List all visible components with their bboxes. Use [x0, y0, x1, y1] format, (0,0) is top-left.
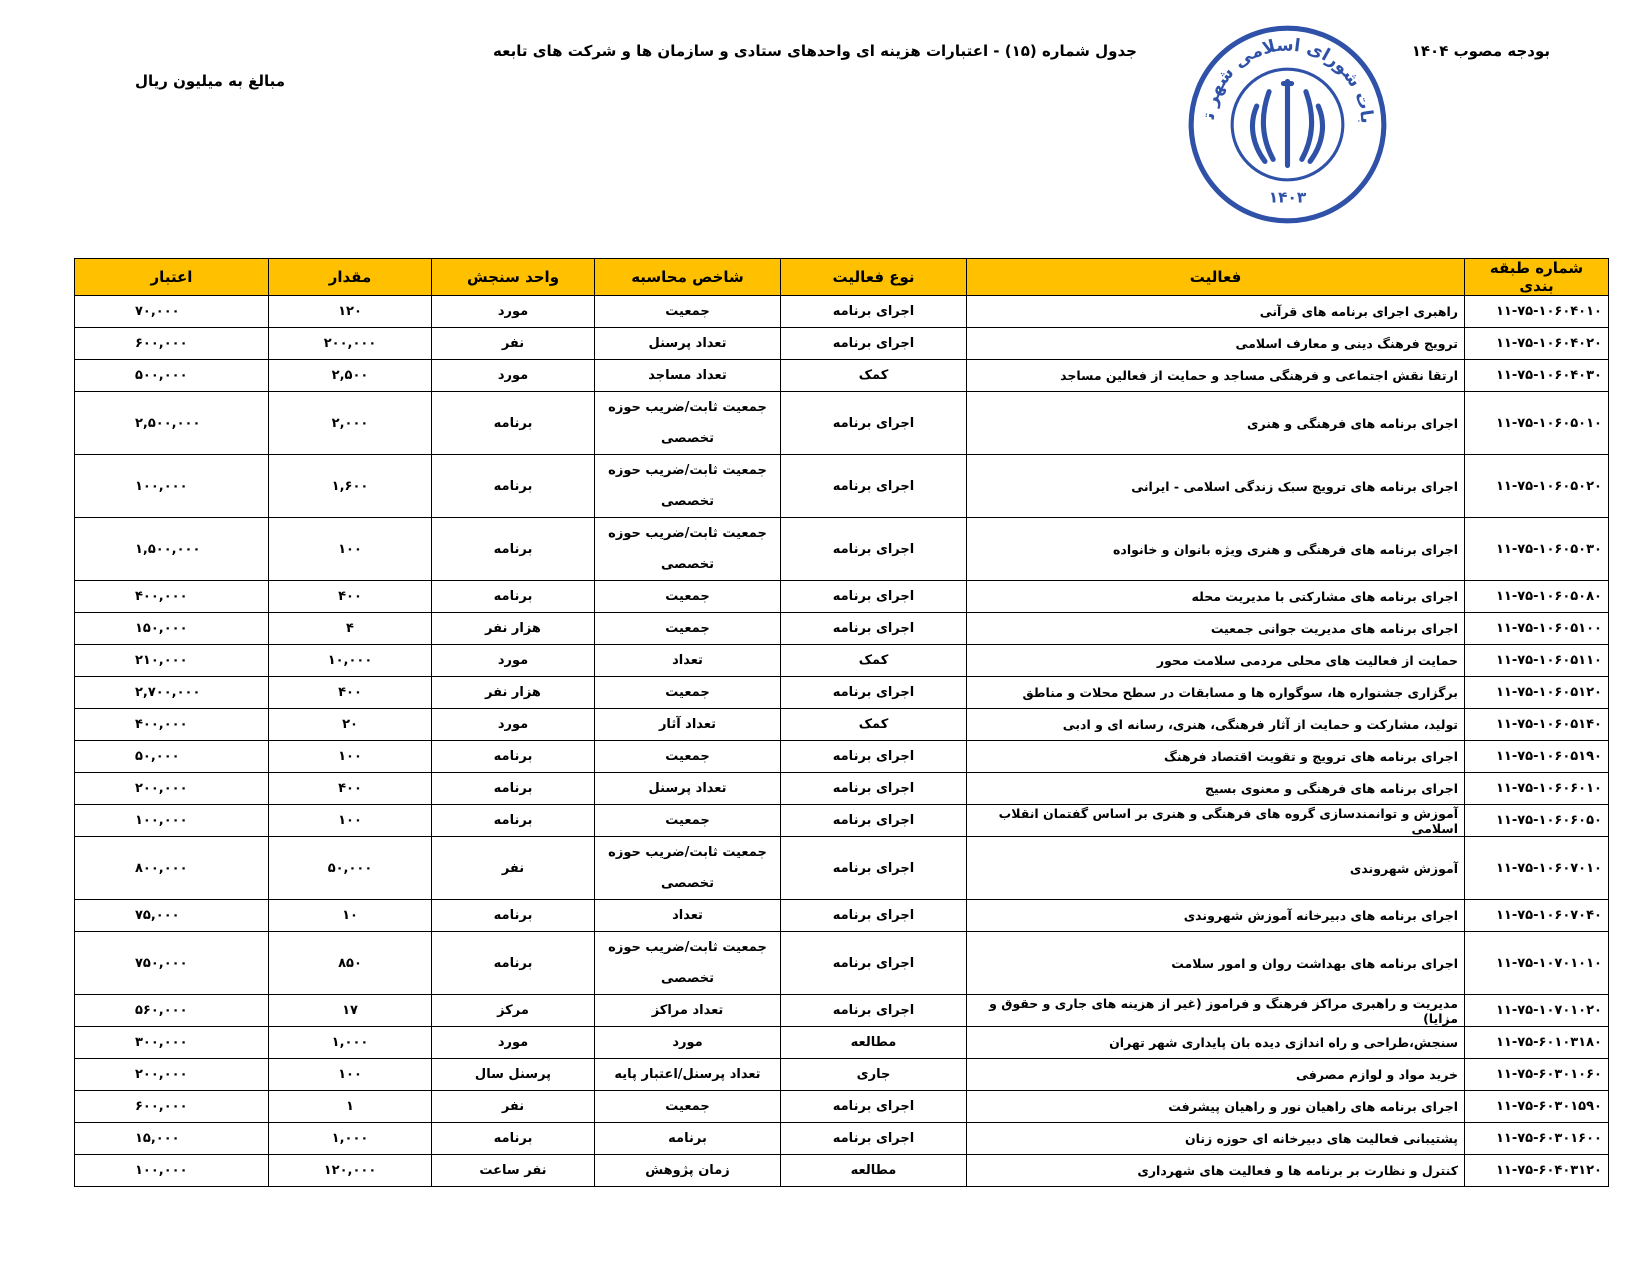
cell-index: زمان پژوهش	[595, 1155, 781, 1187]
cell-activity: ارتقا نقش اجتماعی و فرهنگی مساجد و حمایت از فعالین مساجد	[967, 360, 1465, 392]
cell-activity: سنجش،طراحی و راه اندازی دیده بان پایداری شهر تهران	[967, 1027, 1465, 1059]
cell-type: اجرای برنامه	[781, 677, 967, 709]
table-row	[75, 932, 1609, 995]
column-header-credit: اعتبار	[75, 259, 269, 296]
cell-unit: مورد	[432, 1027, 595, 1059]
cell-activity: آموزش شهروندی	[967, 837, 1465, 900]
cell-activity: راهبری اجرای برنامه های قرآنی	[967, 296, 1465, 328]
cell-credit: ۴۰۰,۰۰۰	[75, 709, 269, 741]
cell-index: جمعیت ثابت/ضریب حوزه تخصصی	[595, 837, 781, 900]
cell-unit: برنامه	[432, 518, 595, 581]
cell-credit: ۱۰۰,۰۰۰	[75, 1155, 269, 1187]
table-row	[75, 1027, 1609, 1059]
cell-type: اجرای برنامه	[781, 328, 967, 360]
cell-type: اجرای برنامه	[781, 1123, 967, 1155]
seal-graphic	[1185, 22, 1390, 227]
table-row	[75, 1091, 1609, 1123]
cell-activity: مدیریت و راهبری مراکز فرهنگ و فراموز (غیر از هزینه های جاری و حقوق و مزایا)	[967, 995, 1465, 1027]
cell-type: اجرای برنامه	[781, 932, 967, 995]
cell-type: اجرای برنامه	[781, 581, 967, 613]
cell-activity: آموزش و توانمندسازی گروه های فرهنگی و هنری بر اساس گفتمان انقلاب اسلامی	[967, 805, 1465, 837]
cell-type: اجرای برنامه	[781, 455, 967, 518]
table-row	[75, 995, 1609, 1027]
table-row	[75, 1123, 1609, 1155]
cell-amount: ۵۰,۰۰۰	[269, 837, 432, 900]
cell-amount: ۱۲۰	[269, 296, 432, 328]
cell-index: مورد	[595, 1027, 781, 1059]
units-note: مبالغ به میلیون ریال	[134, 72, 286, 90]
table-row	[75, 455, 1609, 518]
cell-type: اجرای برنامه	[781, 518, 967, 581]
budget-table	[74, 258, 1609, 1187]
column-header-activity: فعالیت	[967, 259, 1465, 296]
cell-activity: کنترل و نظارت بر برنامه ها و فعالیت های شهرداری	[967, 1155, 1465, 1187]
cell-index: جمعیت	[595, 581, 781, 613]
cell-unit: هزار نفر	[432, 677, 595, 709]
cell-activity: اجرای برنامه های مشارکتی با مدیریت محله	[967, 581, 1465, 613]
cell-code: ۱۱-۷۵-۶۰۴۰۳۱۲۰	[1465, 1155, 1609, 1187]
cell-unit: برنامه	[432, 455, 595, 518]
cell-index: جمعیت	[595, 805, 781, 837]
cell-unit: برنامه	[432, 741, 595, 773]
cell-amount: ۲۰	[269, 709, 432, 741]
cell-amount: ۱,۰۰۰	[269, 1123, 432, 1155]
cell-index: تعداد	[595, 645, 781, 677]
table-body	[75, 296, 1609, 1187]
cell-activity: اجرای برنامه های فرهنگی و معنوی بسیج	[967, 773, 1465, 805]
table-row	[75, 805, 1609, 837]
cell-unit: مرکز	[432, 995, 595, 1027]
cell-code: ۱۱-۷۵-۱۰۶۰۷۰۴۰	[1465, 900, 1609, 932]
cell-credit: ۵۰,۰۰۰	[75, 741, 269, 773]
cell-code: ۱۱-۷۵-۱۰۶۰۶۰۵۰	[1465, 805, 1609, 837]
table-row	[75, 1059, 1609, 1091]
cell-type: اجرای برنامه	[781, 1091, 967, 1123]
cell-amount: ۴۰۰	[269, 773, 432, 805]
cell-code: ۱۱-۷۵-۱۰۶۰۴۰۱۰	[1465, 296, 1609, 328]
cell-amount: ۲,۵۰۰	[269, 360, 432, 392]
cell-code: ۱۱-۷۵-۶۰۳۰۱۵۹۰	[1465, 1091, 1609, 1123]
cell-unit: برنامه	[432, 773, 595, 805]
approved-budget-label: بودجه مصوب ۱۴۰۴	[1411, 42, 1550, 60]
seal-emblem-icon	[1252, 81, 1322, 165]
table-row	[75, 900, 1609, 932]
cell-code: ۱۱-۷۵-۱۰۷۰۱۰۲۰	[1465, 995, 1609, 1027]
cell-type: اجرای برنامه	[781, 900, 967, 932]
cell-unit: نفر	[432, 328, 595, 360]
cell-unit: مورد	[432, 645, 595, 677]
cell-credit: ۲۱۰,۰۰۰	[75, 645, 269, 677]
cell-amount: ۴۰۰	[269, 581, 432, 613]
cell-amount: ۸۵۰	[269, 932, 432, 995]
cell-amount: ۱,۰۰۰	[269, 1027, 432, 1059]
table-row	[75, 518, 1609, 581]
cell-activity: ترویج فرهنگ دینی و معارف اسلامی	[967, 328, 1465, 360]
cell-credit: ۱,۵۰۰,۰۰۰	[75, 518, 269, 581]
cell-unit: مورد	[432, 296, 595, 328]
cell-credit: ۱۰۰,۰۰۰	[75, 805, 269, 837]
cell-code: ۱۱-۷۵-۱۰۶۰۴۰۲۰	[1465, 328, 1609, 360]
cell-unit: برنامه	[432, 900, 595, 932]
cell-credit: ۷۰,۰۰۰	[75, 296, 269, 328]
cell-unit: برنامه	[432, 1123, 595, 1155]
column-header-index: شاخص محاسبه	[595, 259, 781, 296]
cell-unit: برنامه	[432, 392, 595, 455]
cell-credit: ۵۰۰,۰۰۰	[75, 360, 269, 392]
cell-activity: برگزاری جشنواره ها، سوگواره ها و مسابقات در سطح محلات و مناطق	[967, 677, 1465, 709]
cell-credit: ۳۰۰,۰۰۰	[75, 1027, 269, 1059]
cell-code: ۱۱-۷۵-۱۰۷۰۱۰۱۰	[1465, 932, 1609, 995]
cell-code: ۱۱-۷۵-۱۰۶۰۵۰۲۰	[1465, 455, 1609, 518]
seal-year: ۱۴۰۳	[1268, 188, 1307, 207]
cell-amount: ۲,۰۰۰	[269, 392, 432, 455]
table-row	[75, 709, 1609, 741]
cell-amount: ۱۰۰	[269, 518, 432, 581]
cell-credit: ۶۰۰,۰۰۰	[75, 328, 269, 360]
cell-code: ۱۱-۷۵-۱۰۶۰۵۱۱۰	[1465, 645, 1609, 677]
cell-amount: ۱۰۰	[269, 1059, 432, 1091]
cell-amount: ۱۰۰	[269, 805, 432, 837]
cell-type: کمک	[781, 360, 967, 392]
cell-credit: ۶۰۰,۰۰۰	[75, 1091, 269, 1123]
cell-unit: برنامه	[432, 581, 595, 613]
cell-credit: ۲۰۰,۰۰۰	[75, 773, 269, 805]
cell-code: ۱۱-۷۵-۱۰۶۰۷۰۱۰	[1465, 837, 1609, 900]
council-seal-stamp	[1185, 22, 1390, 227]
cell-type: اجرای برنامه	[781, 741, 967, 773]
cell-activity: اجرای برنامه های فرهنگی و هنری ویژه بانوان و خانواده	[967, 518, 1465, 581]
table-row	[75, 741, 1609, 773]
cell-index: جمعیت ثابت/ضریب حوزه تخصصی	[595, 392, 781, 455]
cell-index: جمعیت ثابت/ضریب حوزه تخصصی	[595, 455, 781, 518]
cell-credit: ۱۵,۰۰۰	[75, 1123, 269, 1155]
cell-amount: ۱۲۰,۰۰۰	[269, 1155, 432, 1187]
cell-activity: اجرای برنامه های بهداشت روان و امور سلامت	[967, 932, 1465, 995]
cell-code: ۱۱-۷۵-۱۰۶۰۵۰۳۰	[1465, 518, 1609, 581]
cell-code: ۱۱-۷۵-۱۰۶۰۵۱۰۰	[1465, 613, 1609, 645]
cell-type: مطالعه	[781, 1155, 967, 1187]
cell-activity: اجرای برنامه های دبیرخانه آموزش شهروندی	[967, 900, 1465, 932]
cell-activity: خرید مواد و لوازم مصرفی	[967, 1059, 1465, 1091]
cell-amount: ۴۰۰	[269, 677, 432, 709]
cell-index: جمعیت ثابت/ضریب حوزه تخصصی	[595, 518, 781, 581]
cell-amount: ۱,۶۰۰	[269, 455, 432, 518]
cell-unit: پرسنل سال	[432, 1059, 595, 1091]
cell-unit: نفر ساعت	[432, 1155, 595, 1187]
cell-activity: اجرای برنامه های ترویج سبک زندگی اسلامی - ایرانی	[967, 455, 1465, 518]
column-header-amount: مقدار	[269, 259, 432, 296]
cell-type: اجرای برنامه	[781, 613, 967, 645]
cell-code: ۱۱-۷۵-۱۰۶۰۶۰۱۰	[1465, 773, 1609, 805]
seal-arc-text: بات شورای اسلامی شهر ت	[1198, 35, 1377, 125]
cell-type: اجرای برنامه	[781, 837, 967, 900]
cell-credit: ۷۵,۰۰۰	[75, 900, 269, 932]
cell-credit: ۵۶۰,۰۰۰	[75, 995, 269, 1027]
cell-activity: پشتیبانی فعالیت های دبیرخانه ای حوزه زنان	[967, 1123, 1465, 1155]
cell-amount: ۴	[269, 613, 432, 645]
table-row	[75, 360, 1609, 392]
cell-type: اجرای برنامه	[781, 995, 967, 1027]
cell-activity: اجرای برنامه های فرهنگی و هنری	[967, 392, 1465, 455]
cell-type: اجرای برنامه	[781, 392, 967, 455]
cell-index: جمعیت	[595, 296, 781, 328]
page-title: جدول شماره (۱۵) - اعتبارات هزینه ای واحدهای ستادی و سازمان ها و شرکت های تابعه	[493, 42, 1137, 60]
cell-index: تعداد مساجد	[595, 360, 781, 392]
column-header-code: شماره طبقه بندی	[1465, 259, 1609, 296]
cell-code: ۱۱-۷۵-۱۰۶۰۵۱۲۰	[1465, 677, 1609, 709]
cell-amount: ۱	[269, 1091, 432, 1123]
cell-code: ۱۱-۷۵-۶۰۳۰۱۶۰۰	[1465, 1123, 1609, 1155]
cell-index: تعداد آثار	[595, 709, 781, 741]
cell-index: جمعیت	[595, 677, 781, 709]
cell-index: تعداد پرسنل	[595, 328, 781, 360]
cell-index: جمعیت	[595, 613, 781, 645]
cell-type: کمک	[781, 709, 967, 741]
cell-credit: ۲,۷۰۰,۰۰۰	[75, 677, 269, 709]
cell-credit: ۷۵۰,۰۰۰	[75, 932, 269, 995]
cell-unit: مورد	[432, 709, 595, 741]
cell-code: ۱۱-۷۵-۱۰۶۰۴۰۳۰	[1465, 360, 1609, 392]
cell-activity: اجرای برنامه های ترویج و تقویت اقتصاد فرهنگ	[967, 741, 1465, 773]
cell-type: مطالعه	[781, 1027, 967, 1059]
cell-code: ۱۱-۷۵-۶۰۱۰۳۱۸۰	[1465, 1027, 1609, 1059]
cell-unit: مورد	[432, 360, 595, 392]
svg-text:مصوبات شورای اسلامی شهر تهران	[1185, 22, 1376, 124]
cell-credit: ۲۰۰,۰۰۰	[75, 1059, 269, 1091]
cell-amount: ۱۰۰	[269, 741, 432, 773]
cell-credit: ۱۵۰,۰۰۰	[75, 613, 269, 645]
cell-amount: ۱۷	[269, 995, 432, 1027]
cell-index: تعداد	[595, 900, 781, 932]
cell-index: تعداد مراکز	[595, 995, 781, 1027]
cell-index: جمعیت	[595, 1091, 781, 1123]
column-header-unit: واحد سنجش	[432, 259, 595, 296]
cell-code: ۱۱-۷۵-۱۰۶۰۵۱۹۰	[1465, 741, 1609, 773]
cell-index: برنامه	[595, 1123, 781, 1155]
cell-code: ۱۱-۷۵-۶۰۳۰۱۰۶۰	[1465, 1059, 1609, 1091]
cell-amount: ۲۰۰,۰۰۰	[269, 328, 432, 360]
table-row	[75, 392, 1609, 455]
cell-index: تعداد پرسنل/اعتبار پایه	[595, 1059, 781, 1091]
cell-type: اجرای برنامه	[781, 805, 967, 837]
cell-credit: ۸۰۰,۰۰۰	[75, 837, 269, 900]
cell-type: کمک	[781, 645, 967, 677]
table-row	[75, 581, 1609, 613]
cell-activity: اجرای برنامه های مدیریت جوانی جمعیت	[967, 613, 1465, 645]
cell-code: ۱۱-۷۵-۱۰۶۰۵۱۴۰	[1465, 709, 1609, 741]
cell-code: ۱۱-۷۵-۱۰۶۰۵۰۱۰	[1465, 392, 1609, 455]
table-row	[75, 328, 1609, 360]
table-row	[75, 837, 1609, 900]
cell-credit: ۱۰۰,۰۰۰	[75, 455, 269, 518]
cell-unit: برنامه	[432, 805, 595, 837]
cell-activity: تولید، مشارکت و حمایت از آثار فرهنگی، هنری، رسانه ای و ادبی	[967, 709, 1465, 741]
table-header-row	[75, 259, 1609, 296]
cell-unit: هزار نفر	[432, 613, 595, 645]
cell-unit: نفر	[432, 1091, 595, 1123]
cell-unit: برنامه	[432, 932, 595, 995]
cell-activity: اجرای برنامه های راهیان نور و راهیان پیشرفت	[967, 1091, 1465, 1123]
table-row	[75, 1155, 1609, 1187]
cell-credit: ۲,۵۰۰,۰۰۰	[75, 392, 269, 455]
table-row	[75, 296, 1609, 328]
cell-index: جمعیت ثابت/ضریب حوزه تخصصی	[595, 932, 781, 995]
table-row	[75, 773, 1609, 805]
cell-code: ۱۱-۷۵-۱۰۶۰۵۰۸۰	[1465, 581, 1609, 613]
cell-index: تعداد پرسنل	[595, 773, 781, 805]
cell-type: اجرای برنامه	[781, 773, 967, 805]
cell-type: جاری	[781, 1059, 967, 1091]
cell-unit: نفر	[432, 837, 595, 900]
column-header-type: نوع فعالیت	[781, 259, 967, 296]
cell-index: جمعیت	[595, 741, 781, 773]
cell-amount: ۱۰	[269, 900, 432, 932]
cell-credit: ۴۰۰,۰۰۰	[75, 581, 269, 613]
table-row	[75, 613, 1609, 645]
table-row	[75, 645, 1609, 677]
cell-activity: حمایت از فعالیت های محلی مردمی سلامت محور	[967, 645, 1465, 677]
cell-amount: ۱۰,۰۰۰	[269, 645, 432, 677]
table-row	[75, 677, 1609, 709]
cell-type: اجرای برنامه	[781, 296, 967, 328]
